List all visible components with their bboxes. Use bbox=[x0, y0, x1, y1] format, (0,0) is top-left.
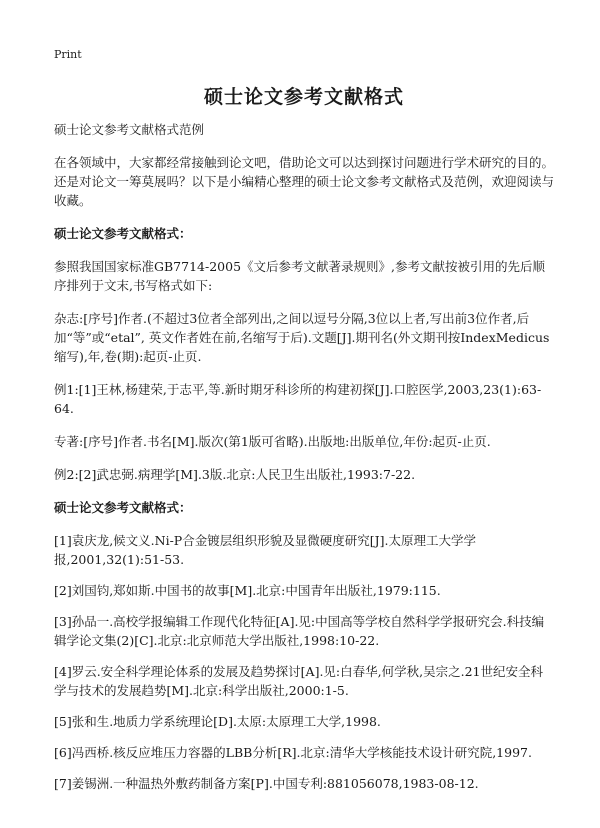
subtitle: 硕士论文参考文献格式范例 bbox=[54, 122, 205, 137]
reference-item: [7]姜锡洲.一种温热外敷药制备方案[P].中国专利:881056078,1983-08-12. bbox=[54, 776, 479, 791]
journal-example-paragraph: 例1:[1]王林,杨建荣,于志平,等.新时期牙科诊所的构建初探[J].口腔医学,2003,23(1):63-64. bbox=[54, 382, 542, 416]
reference-item: [5]张和生.地质力学系统理论[D].太原:太原理工大学,1998. bbox=[54, 714, 381, 729]
monograph-format-paragraph: 专著:[序号]作者.书名[M].版次(第1版可省略).出版地:出版单位,年份:起页-止页. bbox=[54, 434, 491, 449]
format-paragraph: 参照我国国家标准GB7714-2005《文后参考文献著录规则》,参考文献按被引用的先后顺序排列于文末,书写格式如下: bbox=[54, 259, 545, 293]
journal-format-paragraph: 杂志:[序号]作者.(不超过3位者全部列出,之间以逗号分隔,3位以上者,写出前3位作者,后加“等”或“etal”, 英文作者姓在前,名缩写于后).文题[J].期刊名(外文期刊按IndexMedicus 缩写),年,卷(期):起页-止页. bbox=[54, 311, 550, 364]
section-heading-examples: 硕士论文参考文献格式： bbox=[54, 500, 192, 515]
document-body bbox=[54, 120, 554, 805]
page-title: 硕士论文参考文献格式 bbox=[203, 86, 404, 108]
reference-item: [6]冯西桥.核反应堆压力容器的LBB分析[R].北京:清华大学核能技术设计研究院,1997. bbox=[54, 745, 532, 760]
reference-item: [4]罗云.安全科学理论体系的发展及趋势探讨[A].见:白春华,何学秋,吴宗之.21世纪安全科学与技术的发展趋势[M].北京:科学出版社,2000:1-5. bbox=[54, 664, 543, 698]
reference-item: [3]孙品一.高校学报编辑工作现代化特征[A].见:中国高等学校自然科学学报研究会.科技编辑学论文集(2)[C].北京:北京师范大学出版社,1998:10-22. bbox=[54, 614, 545, 648]
intro-paragraph: 在各领域中，大家都经常接触到论文吧，借助论文可以达到探讨问题进行学术研究的目的。还是对论文一筹莫展吗？以下是小编精心整理的硕士论文参考文献格式及范例，欢迎阅读与收藏。 bbox=[54, 155, 555, 208]
reference-list bbox=[54, 531, 554, 793]
reference-item: [2]刘国钧,郑如斯.中国书的故事[M].北京:中国青年出版社,1979:115. bbox=[54, 583, 441, 598]
section-heading-format: 硕士论文参考文献格式： bbox=[54, 226, 192, 241]
reference-item: [1]袁庆龙,候文义.Ni-P合金镀层组织形貌及显微硬度研究[J].太原理工大学学报,2001,32(1):51-53. bbox=[54, 533, 476, 567]
monograph-example-paragraph: 例2:[2]武忠弼.病理学[M].3版.北京:人民卫生出版社,1993:7-22. bbox=[54, 467, 416, 482]
print-link[interactable]: Print bbox=[54, 48, 82, 61]
